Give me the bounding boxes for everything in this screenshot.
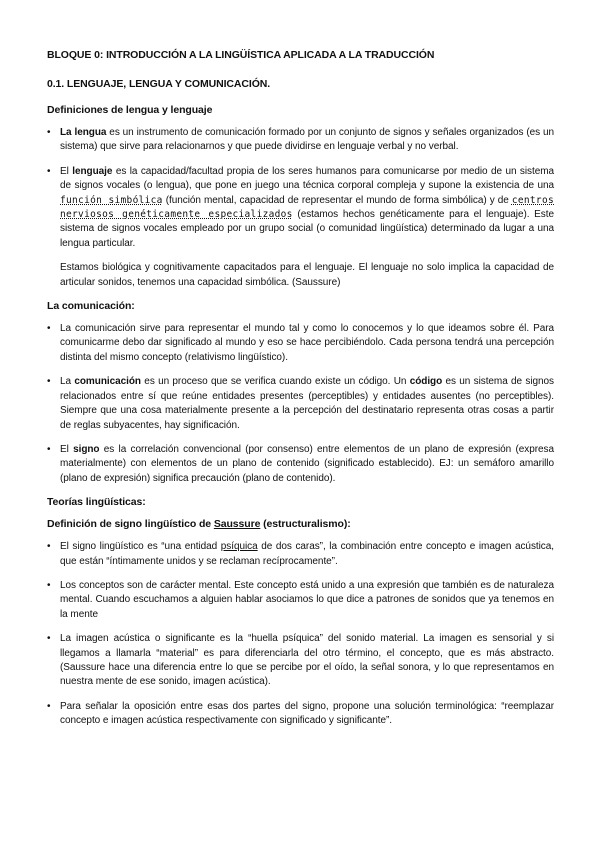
- list-item: [47, 126, 554, 155]
- title-text: (estructuralismo):: [260, 518, 351, 531]
- bullet-icon: •: [47, 127, 51, 138]
- section-heading: 0.1. LENGUAJE, LENGUA Y COMUNICACIÓN.: [47, 78, 271, 90]
- list-item: [47, 375, 554, 433]
- comunicacion-list: [47, 322, 554, 486]
- subsection-title-comunicacion: La comunicación:: [47, 300, 135, 313]
- list-item: [47, 632, 554, 690]
- bullet-icon: •: [47, 323, 51, 335]
- bullet-icon: •: [47, 165, 51, 177]
- item-text: Para señalar la oposición entre esas dos partes del signo, propone una solución terminológica: “reemplazar concepto e imagen acústica respectivamente con significado y significante”.: [60, 700, 554, 727]
- item-text: de dos caras”, la combinación entre concepto e imagen acústica, que están “íntimamente unidos y se reclaman recíprocamente”.: [60, 541, 554, 567]
- bullet-icon: •: [47, 376, 51, 388]
- item-text: El signo lingüístico es “una entidad: [60, 541, 221, 553]
- underlined-text: psíquica: [220, 541, 258, 553]
- term: lenguaje: [72, 165, 113, 177]
- page-title: BLOQUE 0: INTRODUCCIÓN A LA LINGÜÍSTICA APLICADA A LA TRADUCCIÓN: [47, 49, 435, 61]
- term: código: [409, 376, 443, 388]
- list-item: [47, 165, 554, 251]
- list-item: [47, 700, 554, 729]
- inline-link[interactable]: centros nerviosos genéticamente especializados: [60, 194, 554, 221]
- inline-link[interactable]: función simbólica: [60, 194, 163, 206]
- lead-text: El: [60, 443, 74, 455]
- saussure-list: [47, 540, 554, 728]
- bullet-icon: •: [47, 579, 51, 591]
- title-text: Definición de signo lingüístico de: [47, 518, 214, 531]
- item-text: es un sistema de signos relacionados entre sí que reúne entidades presentes (perceptibles) y entidades ausentes (no perceptibles). Siempre que una cosa materialmente presente a la percepción del destinatario representa otras cosas a partir de reglas subyacentes, hay significación.: [60, 376, 554, 431]
- title-name: Saussure: [213, 518, 261, 531]
- subsection-title-definiciones: Definiciones de lengua y lenguaje: [47, 104, 213, 116]
- term: comunicación: [74, 376, 141, 388]
- list-item: [47, 579, 554, 622]
- list-item: [47, 443, 554, 486]
- term: signo: [73, 443, 100, 455]
- bullet-icon: •: [47, 541, 51, 553]
- list-item: [47, 322, 554, 365]
- definiciones-list: [47, 126, 554, 251]
- item-text: La comunicación sirve para representar el mundo tal y como lo conocemos y lo que ideamos sobre él. Para comunicarme debo dar significado al mundo y eso se hace percibiéndolo. Cada persona tendrá una percepción distinta del mismo concepto (relativismo lingüístico).: [60, 323, 554, 363]
- subsection-title-teorias: Teorías lingüísticas:: [47, 496, 146, 509]
- lead-text: La: [60, 376, 75, 388]
- bullet-icon: •: [47, 443, 51, 455]
- paragraph: Estamos biológica y cognitivamente capacitados para el lenguaje. El lenguaje no solo implica la capacidad de articular sonidos, tenemos una capacidad simbólica. (Saussure): [60, 262, 554, 288]
- bullet-icon: •: [47, 700, 51, 712]
- subsection-title-saussure: [47, 518, 554, 530]
- bullet-icon: •: [47, 633, 51, 645]
- definition-text: es un instrumento de comunicación formado por un conjunto de signos y señales organizados (es un sistema) que sirve para relacionarnos y que puede dividirse en lenguaje verbal y no verbal.: [60, 127, 554, 153]
- item-text: es un proceso que se verifica cuando existe un código. Un: [140, 376, 410, 388]
- list-item: [47, 540, 554, 569]
- item-text: Los conceptos son de carácter mental. Este concepto está unido a una expresión que también es de naturaleza mental. Cuando escuchamos a alguien hablar asociamos lo que dice a patrones de sonidos que ya tenemos en la mente: [60, 579, 554, 620]
- lead-text: El: [60, 165, 73, 177]
- item-text: La imagen acústica o significante es la “huella psíquica” del sonido material. La imagen es sensorial y si llegamos a llamarla “material” es para diferenciarla del otro término, el concepto, que es más abstracto. (Saussure hace una diferencia entre lo que se percibe por el oído, la señal sonora, y lo que representamos en nuestra mente de ese sonido, imagen acústica).: [60, 633, 554, 688]
- definition-text: (función mental, capacidad de representar el mundo de forma simbólica) y de: [162, 194, 512, 206]
- term: La lengua: [60, 127, 107, 138]
- definition-text: (estamos hechos genéticamente para el lenguaje). Este sistema de signos vocales empleado por un grupo social (o comunidad lingüística) determinado da lugar a una lengua particular.: [60, 209, 554, 249]
- definition-text: es la capacidad/facultad propia de los seres humanos para comunicarse por medio de un sistema de signos vocales (o lengua), que pone en juego una técnica corporal compleja y supone la existencia de una: [60, 165, 554, 192]
- item-text: es la correlación convencional (por consenso) entre elementos de un plano de expresión (expresa materialmente) con elementos de un plano de contenido (significado establecido). EJ: un semáforo amarillo (plano de expresión) significa precaución (plano de contenido).: [60, 443, 554, 484]
